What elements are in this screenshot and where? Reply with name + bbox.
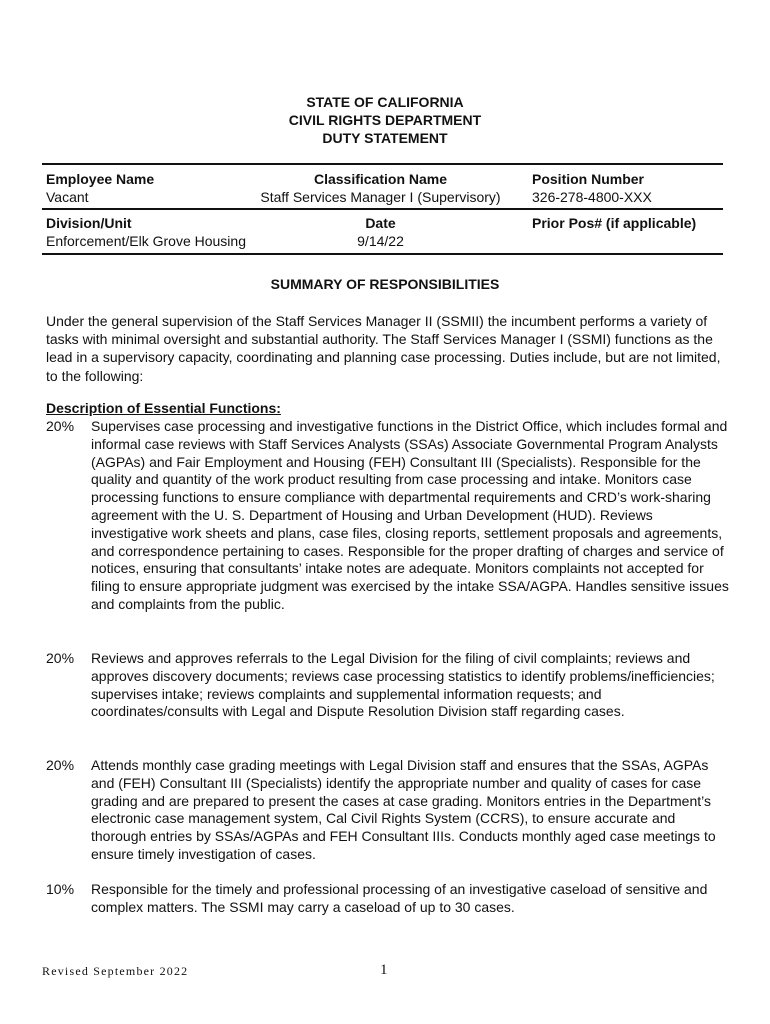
duty-item — [46, 881, 730, 917]
duty-percent: 20% — [46, 650, 75, 666]
position-number-label: Position Number — [532, 171, 645, 187]
position-number-cell — [532, 170, 652, 206]
duty-item — [46, 757, 730, 864]
essential-functions-heading: Description of Essential Functions: — [46, 400, 281, 416]
page-number: 1 — [380, 962, 388, 978]
bottom-divider — [42, 253, 723, 255]
classification-label: Classification Name — [313, 171, 448, 187]
date-cell — [248, 214, 513, 250]
classification-cell — [248, 170, 513, 206]
document-title: DUTY STATEMENT — [322, 130, 448, 146]
duty-item — [46, 650, 730, 721]
duty-text: Attends monthly case grading meetings with Legal Division staff and ensures that the SSAs, AGPAs and (FEH) Consultant III (Specialists) identify the appropriate number and quality of cases for case grading and are prepared to present the cases at case grading. Monitors entries in the Department’s electronic case management system, Cal Civil Rights System (CCRS), to ensure accurate and thorough entries by SSAs/AGPAs and FEH Consultant IIIs. Conducts monthly aged case meetings to ensure timely investigation of cases. — [91, 757, 716, 862]
employee-name-cell — [46, 170, 154, 206]
division-unit-label: Division/Unit — [46, 215, 132, 231]
employee-name-label: Employee Name — [46, 171, 155, 187]
duty-percent: 20% — [46, 757, 75, 773]
division-unit-value: Enforcement/Elk Grove Housing — [46, 233, 246, 249]
date-value: 9/14/22 — [357, 233, 404, 249]
duty-text: Supervises case processing and investigative functions in the District Office, which includes formal and informal case reviews with Staff Services Analysts (SSAs) Associate Governmental Program Analysts (AGPAs) and Fair Employment and Housing (FEH) Consultant III (Specialists). Responsible for the quality and quantity of the work product resulting from case processing and intake. Monitors case processing functions to ensure compliance with departmental requirements and CRD’s work-sharing agreement with the U. S. Department of Housing and Urban Development (HUD). Reviews investigative work sheets and plans, case files, closing reports, settlement proposals and agreements, and correspondence pertaining to cases. Responsible for the proper drafting of charges and service of notices, ensuring that consultants’ intake notes are adequate. Monitors complaints not accepted for filing to ensure appropriate judgment was exercised by the intake SSA/AGPA. Handles sensitive issues and complaints from the public. — [91, 418, 729, 612]
date-label: Date — [365, 215, 396, 231]
classification-value: Staff Services Manager I (Supervisory) — [260, 189, 501, 205]
prior-position-cell — [532, 214, 696, 232]
middle-divider — [42, 208, 723, 210]
document-header — [0, 93, 770, 147]
state-heading: STATE OF CALIFORNIA — [306, 94, 464, 110]
intro-paragraph: Under the general supervision of the Staff Services Manager II (SSMII) the incumbent performs a variety of tasks with minimal oversight and substantial authority. The Staff Services Manager I (SSMI) functions as the lead in a supervisory capacity, coordinating and planning case processing. Duties include, but are not limited, to the following: — [46, 313, 721, 384]
duty-percent: 20% — [46, 418, 75, 434]
revision-note: Revised September 2022 — [42, 964, 189, 978]
duty-text: Reviews and approves referrals to the Legal Division for the filing of civil complaints; reviews and approves discovery documents; reviews case processing statistics to identify problems/inefficiencies; supervises intake; reviews complaints and supplemental information requests; and coordinates/consults with Legal and Dispute Resolution Division staff regarding cases. — [91, 650, 715, 720]
duty-item — [46, 418, 730, 614]
duty-percent: 10% — [46, 881, 75, 897]
division-unit-cell — [46, 214, 246, 250]
position-number-value: 326-278-4800-XXX — [532, 189, 652, 205]
prior-position-label: Prior Pos# (if applicable) — [532, 215, 697, 231]
employee-name-value: Vacant — [46, 189, 89, 205]
duty-text: Responsible for the timely and professional processing of an investigative caseload of sensitive and complex matters. The SSMI may carry a caseload of up to 30 cases. — [91, 881, 708, 915]
department-heading: CIVIL RIGHTS DEPARTMENT — [288, 112, 482, 128]
top-divider — [42, 163, 723, 165]
summary-heading: SUMMARY OF RESPONSIBILITIES — [270, 276, 500, 292]
